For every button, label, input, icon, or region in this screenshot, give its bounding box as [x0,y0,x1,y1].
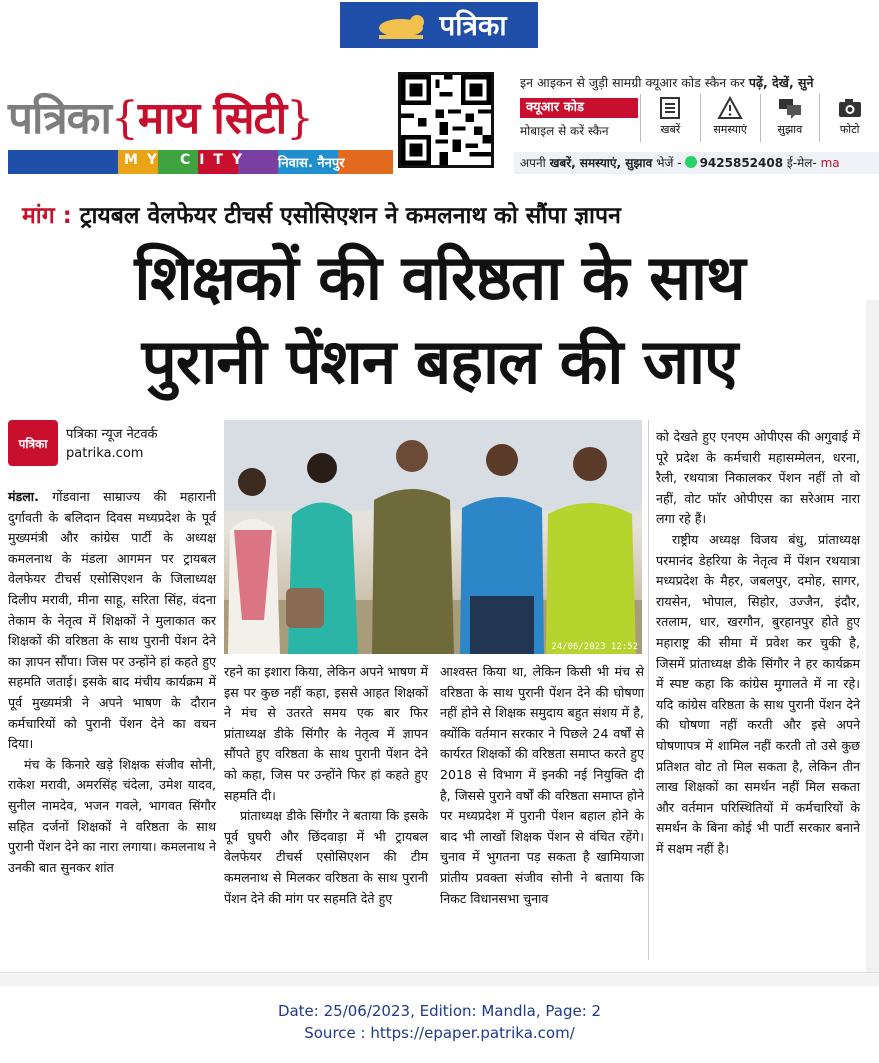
col3-paragraph-1: आश्वस्त किया था, लेकिन किसी भी मंच से वरिष्ठता के साथ पुरानी पेंशन देने की घोषणा नहीं होने से शिक्षक समुदाय बहुत संशय में है, क्योंकि वर्तमान सरकार ने पिछले 24 वर्षों से कार्यरत शिक्षकों की वरिष्ठता समाप्त करते हुए 2018 से विभाग में इनकी नई नियुक्ति दी है, जिससे पुराने वर्षों की वरिष्ठता समाप्त होने पर मध्यप्रदेश में पुरानी पेंशन बहाल होने के बाद भी लाखों शिक्षक पेंशन से वंचित रहेंगे। चुनाव में भुगतना पड़ सकता है खामियाजा प्रांतीय प्रवक्ता संजीव सोनी ने बताया कि निकट विधानसभा चुनाव [440,664,644,906]
col4-paragraph-1: को देखते हुए एनएम ओपीएस की अगुवाई में पूरे प्रदेश के कर्मचारी महासम्मेलन, धरना, रैली, रथयात्रा निकालकर पेंशन नहीं तो वो नहीं, वोट फॉर ओपीएस का सरेआम नारा लगा रहे हैं। [656,429,860,527]
suggestion-icon-tile[interactable] [760,94,820,142]
col1-p1-text: गोंडवाना साम्राज्य की महारानी दुर्गावती के बलिदान दिवस मध्यप्रदेश के पूर्व मुख्यमंत्री और कांग्रेस पार्टी के अध्यक्ष कमलनाथ के मंडला आगमन पर ट्रायबल वेलफेयर टीचर्स एसोसिएशन के जिलाध्यक्ष दिलीप मरावी, मीना साहू, सरिता सिंह, वंदना तेकाम के नेतृत्व में शिक्षकों ने मुलाकात कर शिक्षकों की वरिष्ठता के साथ पुरानी पेंशन देने का ज्ञापन सौंपा। जिस पर उन्होंने हां कहते हुए सहमति जताई। इसके बाद मंचीय कार्यक्रम में पूर्व मुख्यमंत्री ने अपने भाषण के दौरान कर्मचारियों को पुरानी पेंशन देने का वचन दिया। [8,489,216,752]
brace-open-icon: { [110,93,138,144]
camera-icon-label: फोटो [839,123,860,136]
patrika-roundel-logo: पत्रिका [8,420,58,466]
camera-icon [837,96,863,120]
contact-line [514,152,879,174]
adjacent-article-edge [866,300,879,980]
mycity-brand [8,86,313,146]
headline-line-2: पुरानी पेंशन बहाल की जाए [141,325,738,398]
qr-label: क्यूआर कोड [520,98,638,118]
whatsapp-icon [685,156,697,168]
headline-line-1: शिक्षकों की वरिष्ठता के साथ [134,241,745,314]
qr-sub-label: मोबाइल से करें स्कैन [520,124,609,138]
contact-bold: खबरें, समस्याएं, सुझाव [549,156,653,170]
suggestion-icon-label: सुझाव [777,123,803,136]
article-headline [0,236,879,404]
article-photo [224,420,642,654]
contact-phone[interactable]: 9425852408 [699,156,784,170]
brace-close-icon: } [286,93,314,144]
brand-right: माय सिटी [137,93,287,144]
photo-timestamp: 24/06/2023 12:52 [551,642,638,652]
mycity-band [8,72,393,176]
article-column-3 [440,662,644,909]
contact-mid: भेजें - [652,156,682,170]
news-icon [657,96,683,120]
article-column-4 [656,427,860,859]
col4-paragraph-2: राष्ट्रीय अध्यक्ष विजय बंधु, प्रांताध्यक्ष परमानंद डेहरिया के नेतृत्व में पेंशन रथयात्रा मध्यप्रदेश के मैहर, जबलपुर, दमोह, सागर, रायसेन, भोपाल, सिहोर, उज्जैन, इंदौर, रतलाम, धार, खरगौन, बुरहानपुर होते हुए महाराष्ट्र की सीमा में प्रवेश कर चुकी है, जिसमें प्रांताध्यक्ष डीके सिंगौर ने हर कार्यक्रम में स्पष्ट कहा कि कांग्रेस मुगालते में ना रहे। यदि कांग्रेस वरिष्ठता के साथ पुरानी पेंशन देने की घोषणा नहीं करती और इसे अपने घोषणापत्र में शामिल नहीं करती तो उसे कुछ प्रतिशत वोट तो मिल सकता है, लेकिन तीन लाख शिक्षकों का समर्थन नहीं मिल सकता और वर्तमान परिस्थितियों में कर्मचारियों के समर्थन के बिना कोई भी पार्टी सरकार बनाने में सक्षम नहीं है। [656,531,860,856]
problem-icon-tile[interactable] [700,94,760,142]
camera-icon-tile[interactable] [819,94,879,142]
article-column-2 [224,662,428,909]
column-divider [648,420,649,960]
lion-emblem-icon [371,10,431,40]
col2-paragraph-2: प्रांताध्यक्ष डीके सिंगौर ने बताया कि इसके पूर्व घुघरी और छिंदवाड़ा में भी ट्रायबल वेलफेयर टीचर्स एसोसिएशन की टीम कमलनाथ से मिलकर वरिष्ठता के साथ पुरानी पेंशन देने की मांग पर सहमति देते हुए [224,808,428,906]
col1-paragraph-1 [8,487,216,755]
group-photo-illustration [224,420,642,654]
qr-icon-row [640,94,879,142]
qr-info-panel [500,72,879,176]
footer-source-line[interactable]: Source : https://epaper.patrika.com/ [304,1024,575,1042]
news-icon-tile[interactable] [640,94,700,142]
col1-paragraph-2: मंच के किनारे खड़े शिक्षक संजीव सोनी, राकेश मरावी, अमरसिंह चंदेला, उमेश यादव, सुनील नामदेव, भजन गवले, भागवत सिंगौर सहित दर्जनों शिक्षकों ने वरिष्ठता के साथ पुरानी पेंशन देने का नारा लगाया। कमलनाथ ने उनकी बात सुनकर शांत [8,756,216,875]
color-bar [8,150,393,174]
next-article-edge [0,972,879,986]
col2-paragraph-1: रहने का इशारा किया, लेकिन अपने भाषण में इस पर कुछ नहीं कहा, इससे आहत शिक्षकों ने मंच से उतरते समय एक बार फिर प्रांताध्यक्ष डीके सिंगौर के नेतृत्व में ज्ञापन सौंपते हुए वरिष्ठता के साथ पुरानी पेंशन देने को कहा, जिस पर उन्होंने फिर हां कहते हुए सहमति दी। [224,664,428,803]
contact-pre: अपनी [520,156,550,170]
problem-icon [717,96,743,120]
masthead-logo [340,2,538,48]
dateline: मंडला. [8,489,39,504]
news-icon-label: खबरें [660,123,681,136]
page-footer [0,1000,879,1044]
scan-instruction [520,74,813,91]
article-column-1 [8,487,216,878]
masthead-logo-text: पत्रिका [439,9,507,42]
byline [8,420,218,470]
kicker-label: मांग : [22,203,72,229]
byline-name: पत्रिका न्यूज नेटवर्क [66,427,158,442]
contact-mail-label: ई-मेल- [783,156,821,170]
contact-mail[interactable]: ma [820,156,840,170]
problem-icon-label: समस्याएं [713,123,747,136]
suggestion-icon [777,96,803,120]
article-kicker [22,198,621,230]
footer-date-line: Date: 25/06/2023, Edition: Mandla, Page: 2 [277,1002,602,1020]
byline-site[interactable]: patrika.com [66,446,144,461]
qr-code-icon[interactable] [398,72,494,168]
scan-instruction-text: इन आइकन से जुड़ी सामग्री क्यूआर कोड स्कैन कर [520,75,749,90]
mycity-location: निवास. नैनपुर [278,156,345,171]
kicker-text: ट्रायबल वेलफेयर टीचर्स एसोसिएशन ने कमलनाथ को सौंपा ज्ञापन [71,203,621,229]
brand-left: पत्रिका [8,93,111,144]
scan-instruction-bold: पढ़ें, देखें, सुने [748,75,814,90]
mycity-label: MY CITY [124,152,252,168]
